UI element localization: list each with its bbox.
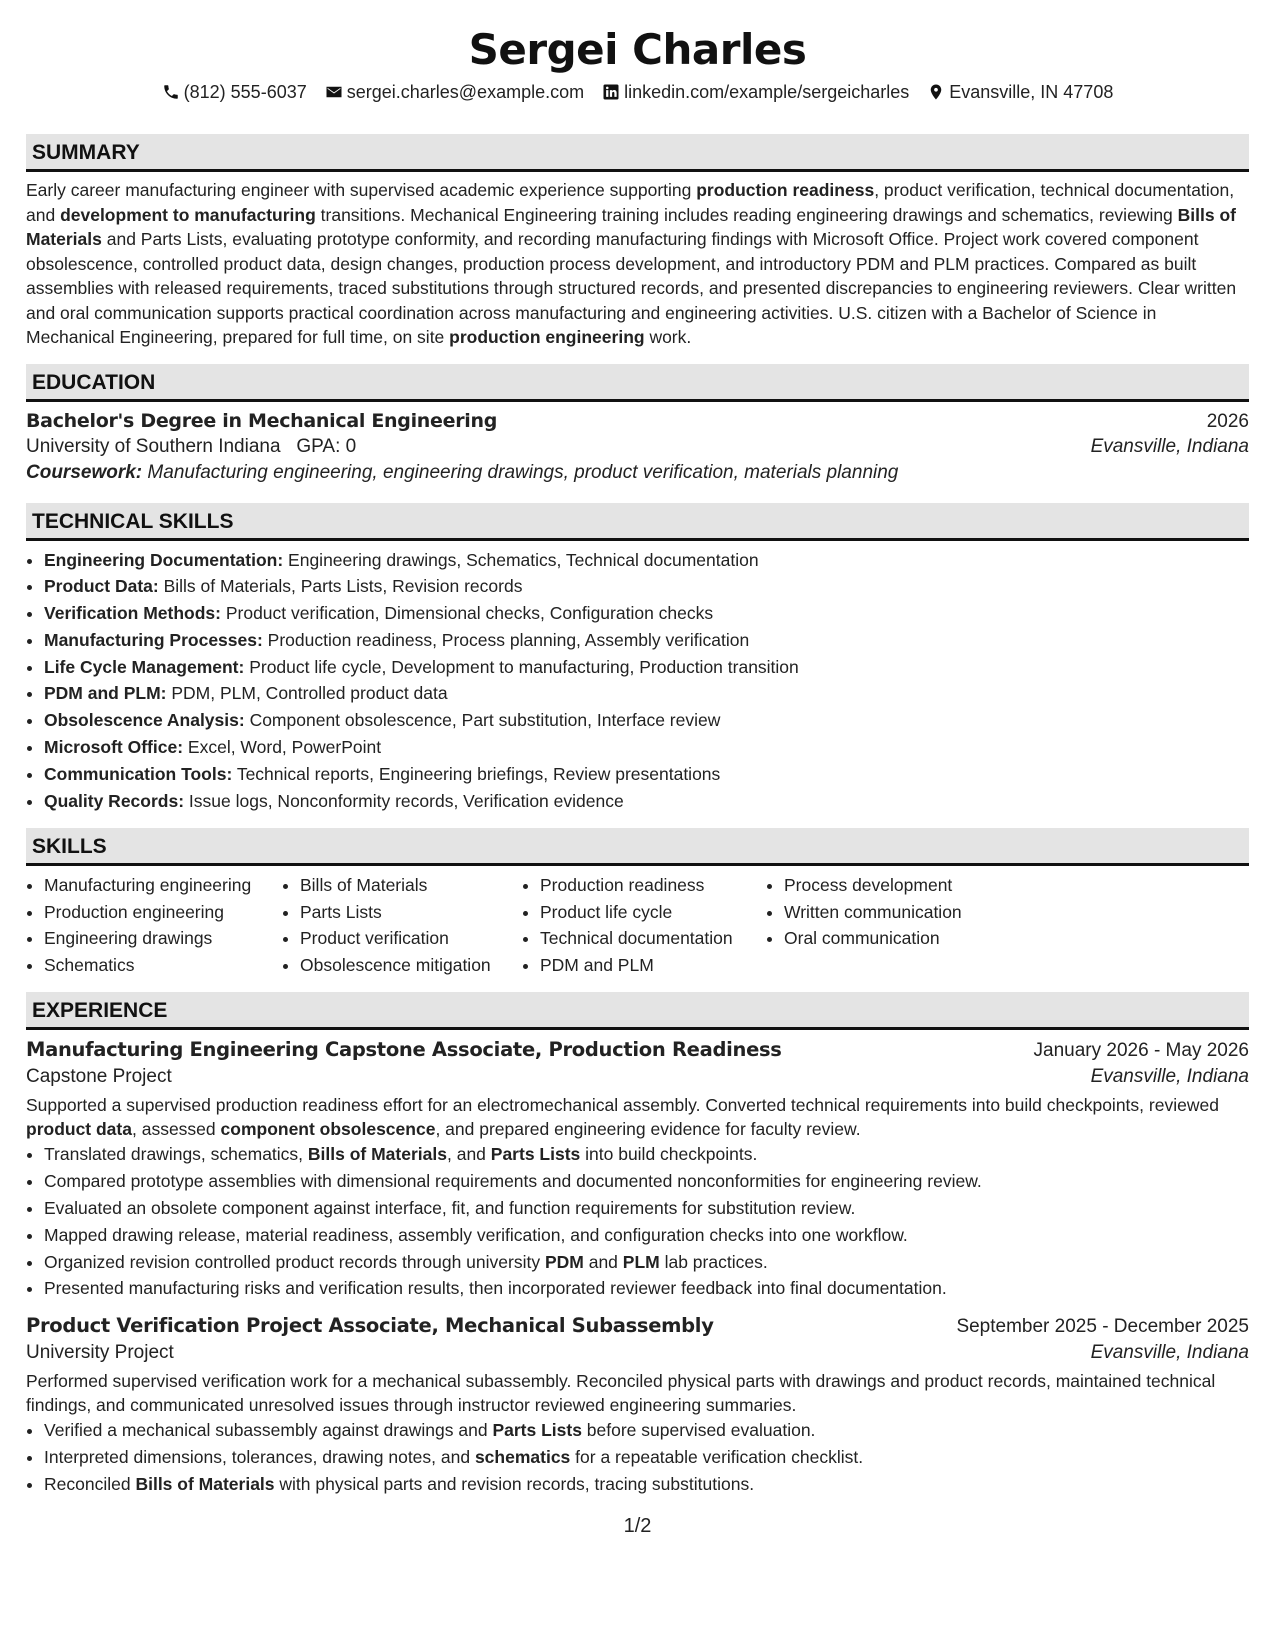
phone-icon: [162, 83, 180, 101]
skill-item: • Technical documentation: [540, 925, 766, 952]
job-bullet: • Translated drawings, schematics, Bills of Materials, and Parts Lists into build checkpoints.: [44, 1141, 1249, 1168]
page-number: 1/2: [623, 1515, 652, 1537]
skill-item: • Written communication: [784, 899, 1006, 926]
coursework: Coursework: Manufacturing engineering, engineering drawings, product verification, materials planning: [26, 461, 899, 483]
school-name: University of Southern Indiana GPA: 0: [26, 435, 357, 457]
technical-skill-item: • Engineering Documentation: Engineering drawings, Schematics, Technical documentation: [44, 547, 1249, 574]
job-title: Product Verification Project Associate, Mechanical Subassembly: [26, 1314, 714, 1338]
skills-column: [282, 872, 522, 978]
skill-item: • Production engineering: [44, 899, 282, 926]
job-bullet: • Organized revision controlled product records through university PDM and PLM lab practices.: [44, 1249, 1249, 1276]
technical-skill-item: • PDM and PLM: PDM, PLM, Controlled product data: [44, 680, 1249, 707]
technical-skill-item: • Verification Methods: Product verification, Dimensional checks, Configuration checks: [44, 600, 1249, 627]
summary-text: Early career manufacturing engineer with supervised academic experience supporting production readiness, product verification, technical documentation, and development to manufacturing transitions. Mechanical Engineering training includes reading engineering drawings and schematics, reviewing Bills of Materials and Parts Lists, evaluating prototype conformity, and recording manufacturing findings with Microsoft Office. Project work covered component obsolescence, controlled product data, design changes, production process development, and introductory PDM and PLM practices. Compared as built assemblies with released requirements, traced substitutions through structured records, and presented discrepancies to engineering reviewers. Clear written and oral communication supports practical coordination across manufacturing and engineering activities. U.S. citizen with a Bachelor of Science in Mechanical Engineering, prepared for full time, on site production engineering work.: [26, 180, 1237, 347]
technical-skill-item: • Microsoft Office: Excel, Word, PowerPoint: [44, 734, 1249, 761]
resume-page: [26, 0, 1249, 1498]
technical-skill-item: • Quality Records: Issue logs, Nonconformity records, Verification evidence: [44, 788, 1249, 815]
linkedin-icon: [602, 83, 620, 101]
skill-item: • Parts Lists: [300, 899, 522, 926]
job-organization: Capstone Project: [26, 1066, 172, 1088]
technical-skill-item: • Manufacturing Processes: Production readiness, Process planning, Assembly verification: [44, 627, 1249, 654]
contact-bar: [26, 80, 1249, 104]
job-bullet: • Presented manufacturing risks and verification results, then incorporated reviewer feedback into final documentation.: [44, 1275, 1249, 1302]
skill-item: • PDM and PLM: [540, 952, 766, 979]
summary-heading: SUMMARY: [26, 134, 1249, 172]
skill-item: • Engineering drawings: [44, 925, 282, 952]
technical-skills-heading: TECHNICAL SKILLS: [26, 503, 1249, 541]
education-heading: EDUCATION: [26, 364, 1249, 402]
candidate-name: Sergei Charles: [468, 25, 807, 74]
skill-item: • Oral communication: [784, 925, 1006, 952]
email-text: sergei.charles@example.com: [346, 82, 585, 102]
location-text: Evansville, IN 47708: [949, 82, 1114, 102]
skills-column: [766, 872, 1006, 978]
job-dates: September 2025 - December 2025: [956, 1316, 1249, 1338]
job-bullet: • Verified a mechanical subassembly against drawings and Parts Lists before supervised evaluation.: [44, 1417, 1249, 1444]
job-bullets: [26, 1417, 1249, 1497]
job-bullet: • Reconciled Bills of Materials with physical parts and revision records, tracing substitutions.: [44, 1471, 1249, 1498]
job-organization: University Project: [26, 1342, 174, 1364]
skills-column: [26, 872, 282, 978]
job-title: Manufacturing Engineering Capstone Associate, Production Readiness: [26, 1038, 782, 1062]
education-school-row: [26, 436, 1249, 458]
skills-heading: SKILLS: [26, 828, 1249, 866]
skills-column: [522, 872, 766, 978]
job-bullet: • Compared prototype assemblies with dimensional requirements and documented nonconformities for engineering review.: [44, 1168, 1249, 1195]
contact-linkedin[interactable]: [602, 80, 909, 104]
job-bullet: • Evaluated an obsolete component against interface, fit, and function requirements for substitution review.: [44, 1195, 1249, 1222]
experience-entry: [26, 1314, 1249, 1497]
degree-year: 2026: [1206, 410, 1249, 432]
contact-email[interactable]: [325, 80, 584, 104]
skill-item: • Process development: [784, 872, 1006, 899]
technical-skill-item: • Communication Tools: Technical reports, Engineering briefings, Review presentations: [44, 761, 1249, 788]
school-location: Evansville, Indiana: [1090, 435, 1249, 457]
linkedin-text: linkedin.com/example/sergeicharles: [624, 82, 910, 102]
job-bullet: • Interpreted dimensions, tolerances, drawing notes, and schematics for a repeatable verification checklist.: [44, 1444, 1249, 1471]
phone-text: (812) 555-6037: [183, 82, 307, 102]
technical-skills-list: [26, 547, 1249, 815]
job-description: Performed supervised verification work for a mechanical subassembly. Reconciled physical parts with drawings and product records, maintained technical findings, and communicated unresolved issues through instructor reviewed engineering summaries.: [26, 1371, 1216, 1415]
skill-item: • Product verification: [300, 925, 522, 952]
job-location: Evansville, Indiana: [1090, 1342, 1249, 1364]
experience-entry: [26, 1038, 1249, 1302]
skill-item: • Production readiness: [540, 872, 766, 899]
contact-phone[interactable]: [162, 80, 307, 104]
skill-item: • Obsolescence mitigation: [300, 952, 522, 979]
contact-location: [927, 80, 1113, 104]
job-description: Supported a supervised production readiness effort for an electromechanical assembly. Converted technical requirements into build checkpoints, reviewed product data, assessed component obsolescence, and prepared engineering evidence for faculty review.: [26, 1095, 1219, 1139]
envelope-icon: [325, 83, 343, 101]
technical-skill-item: • Obsolescence Analysis: Component obsolescence, Part substitution, Interface review: [44, 707, 1249, 734]
skill-item: • Product life cycle: [540, 899, 766, 926]
skill-item: • Bills of Materials: [300, 872, 522, 899]
education-row: [26, 410, 1249, 433]
technical-skill-item: • Life Cycle Management: Product life cycle, Development to manufacturing, Production transition: [44, 654, 1249, 681]
skill-item: • Manufacturing engineering: [44, 872, 282, 899]
map-pin-icon: [927, 83, 945, 101]
technical-skill-item: • Product Data: Bills of Materials, Parts Lists, Revision records: [44, 573, 1249, 600]
gpa: GPA: 0: [296, 435, 357, 457]
job-dates: January 2026 - May 2026: [1033, 1040, 1249, 1062]
degree-title: Bachelor's Degree in Mechanical Engineering: [26, 409, 498, 432]
experience-heading: EXPERIENCE: [26, 992, 1249, 1030]
job-bullets: [26, 1141, 1249, 1302]
job-bullet: • Mapped drawing release, material readiness, assembly verification, and configuration checks into one workflow.: [44, 1222, 1249, 1249]
skill-item: • Schematics: [44, 952, 282, 979]
skills-grid: [26, 872, 1249, 978]
job-location: Evansville, Indiana: [1090, 1066, 1249, 1088]
experience-list: [26, 1038, 1249, 1497]
